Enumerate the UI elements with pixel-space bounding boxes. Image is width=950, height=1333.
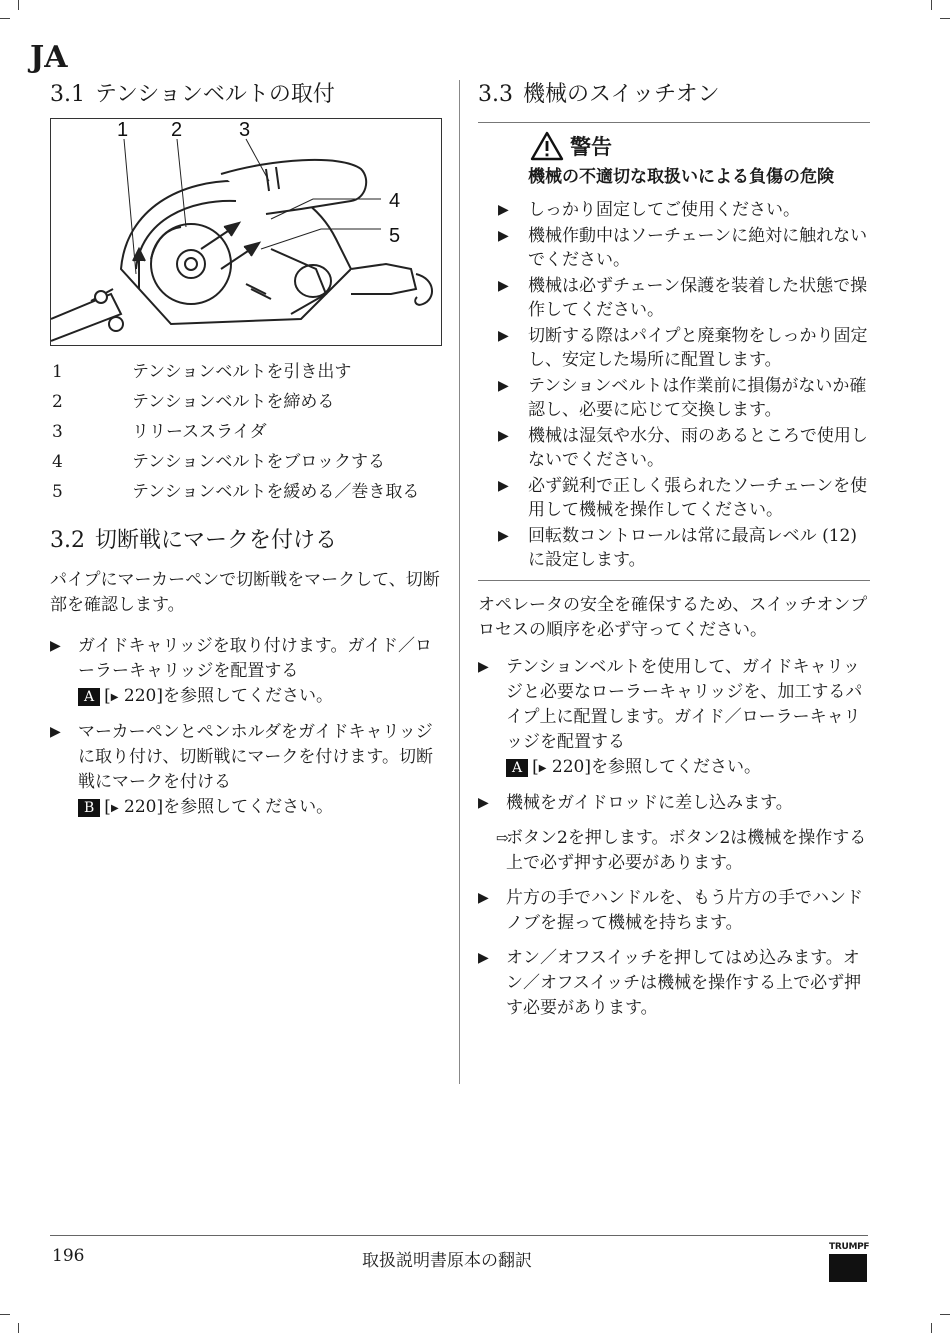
page-ref-arrow-icon: ▶ <box>110 692 119 703</box>
column-divider <box>459 80 460 1084</box>
language-code: JA <box>30 40 68 75</box>
bullet-arrow-icon: ▶ <box>478 950 489 966</box>
instruction-text: ガイドキャリッジを取り付けます。ガイド／ローラーキャリッジを配置する <box>78 636 432 681</box>
bullet-arrow-icon: ▶ <box>478 795 489 811</box>
legend-row <box>50 450 442 474</box>
figure-label-5: 5 <box>389 225 401 247</box>
warning-text: 必ず鋭利で正しく張られたソーチェーンを使用して機械を操作してください。 <box>528 476 868 520</box>
section-heading-3-2 <box>50 526 442 556</box>
footer-divider <box>50 1235 868 1236</box>
bullet-arrow-icon: ▶ <box>478 890 489 906</box>
legend-number: 3 <box>52 422 63 442</box>
legend-text: テンションベルトをブロックする <box>132 452 386 472</box>
warning-subtitle: 機械の不適切な取扱いによる負傷の危険 <box>528 167 834 187</box>
legend-row <box>50 420 442 444</box>
list-item <box>478 791 870 816</box>
crop-mark <box>0 1314 10 1315</box>
list-item <box>478 655 870 781</box>
list-item <box>478 886 870 936</box>
warning-block <box>478 122 870 581</box>
switch-on-steps <box>478 655 870 1021</box>
section-number: 3.1 <box>50 82 85 107</box>
step-text: 片方の手でハンドルを、もう片方の手でハンドノブを握って機械を持ちます。 <box>506 888 863 933</box>
ref-bracket: [ <box>532 757 539 777</box>
section-number: 3.2 <box>50 528 85 553</box>
legend-row <box>50 390 442 414</box>
logo-block <box>829 1254 867 1282</box>
crop-mark <box>0 18 10 19</box>
warning-text: 機械は湿気や水分、雨のあるところで使用しないでください。 <box>528 426 868 470</box>
section-title: テンションベルトの取付 <box>95 82 335 107</box>
crop-mark <box>931 1323 932 1333</box>
bullet-arrow-icon: ▶ <box>498 278 509 294</box>
instruction-list <box>50 634 442 821</box>
right-column <box>478 80 870 1031</box>
list-item <box>498 274 870 322</box>
legend-text: リリーススライダ <box>132 422 267 442</box>
legend-text: テンションベルトを締める <box>132 392 335 412</box>
warning-triangle-icon <box>530 131 564 161</box>
crop-mark <box>940 1314 950 1315</box>
legend-number: 2 <box>52 392 63 412</box>
warning-header <box>478 131 870 161</box>
bullet-arrow-icon: ▶ <box>498 378 509 394</box>
left-column <box>50 80 442 831</box>
legend-number: 5 <box>52 482 63 502</box>
legend-number: 4 <box>52 452 63 472</box>
warning-text: 切断する際はパイプと廃棄物をしっかり固定し、安定した場所に配置します。 <box>528 326 868 370</box>
warning-text: 機械は必ずチェーン保護を装着した状態で操作してください。 <box>528 276 868 320</box>
bullet-arrow-icon: ▶ <box>498 528 509 544</box>
page-reference[interactable]: 220]を参照してください。 <box>118 797 334 817</box>
page-reference[interactable]: 220]を参照してください。 <box>118 686 333 706</box>
section-number: 3.3 <box>478 82 513 107</box>
list-item <box>498 524 870 572</box>
section-intro: パイプにマーカーペンで切断戦をマークして、切断部を確認します。 <box>50 570 440 615</box>
bullet-arrow-icon: ▶ <box>50 638 61 654</box>
tension-belt-illustration <box>51 119 441 345</box>
legend-text: テンションベルトを緩める／巻き取る <box>132 482 420 502</box>
legend-row <box>50 480 442 504</box>
result-item <box>478 826 870 876</box>
warning-list <box>478 198 870 572</box>
tension-belt-figure <box>50 118 442 346</box>
brand-logo <box>829 1242 870 1282</box>
list-item <box>478 946 870 1021</box>
footer-title: 取扱説明書原本の翻訳 <box>362 1251 532 1271</box>
section-title: 切断戦にマークを付ける <box>95 528 338 553</box>
switch-on-intro: オペレータの安全を確保するため、スイッチオンプロセスの順序を必ず守ってください。 <box>478 595 868 640</box>
bullet-arrow-icon: ▶ <box>498 328 509 344</box>
instruction-text: マーカーペンとペンホルダをガイドキャリッジに取り付け、切断戦にマークを付けます。切断戦にマークを付ける <box>78 722 433 792</box>
figure-ref-badge[interactable]: A <box>506 759 528 777</box>
bullet-arrow-icon: ▶ <box>478 659 489 675</box>
list-item <box>498 324 870 372</box>
page-number: 196 <box>52 1246 85 1266</box>
bullet-arrow-icon: ▶ <box>50 724 61 740</box>
ref-bracket: [ <box>104 686 111 706</box>
warning-title: 警告 <box>570 135 612 159</box>
result-text: ボタン2を押します。ボタン2は機械を操作する上で必ず押す必要があります。 <box>506 828 867 873</box>
warning-text: 機械作動中はソーチェーンに絶対に触れないでください。 <box>528 226 868 270</box>
crop-mark <box>931 0 932 10</box>
figure-label-3: 3 <box>239 119 251 141</box>
legend-text: テンションベルトを引き出す <box>132 362 352 382</box>
warning-text: テンションベルトは作業前に損傷がないか確認し、必要に応じて交換します。 <box>528 376 867 420</box>
bullet-arrow-icon: ▶ <box>498 428 509 444</box>
page-reference[interactable]: 220]を参照してください。 <box>546 757 761 777</box>
figure-label-1: 1 <box>117 119 129 141</box>
page-ref-arrow-icon: ▶ <box>538 763 547 774</box>
figure-label-4: 4 <box>389 190 401 212</box>
bullet-arrow-icon: ▶ <box>498 478 509 494</box>
list-item <box>498 198 870 222</box>
bullet-arrow-icon: ▶ <box>498 228 509 244</box>
crop-mark <box>18 0 19 10</box>
result-arrow-icon: ⇨ <box>496 829 509 847</box>
figure-legend <box>50 360 442 504</box>
logo-text: TRUMPF <box>829 1242 870 1252</box>
figure-label-2: 2 <box>171 119 183 141</box>
legend-number: 1 <box>52 362 63 382</box>
crop-mark <box>18 1323 19 1333</box>
list-item <box>498 424 870 472</box>
crop-mark <box>940 18 950 19</box>
list-item <box>50 720 442 821</box>
step-text: テンションベルトを使用して、ガイドキャリッジと必要なローラーキャリッジを、加工するパイプ上に配置します。ガイド／ローラーキャリッジを配置する <box>506 657 863 752</box>
step-text: オン／オフスイッチを押してはめ込みます。オン／オフスイッチは機械を操作する上で必ず押す必要があります。 <box>506 948 862 1018</box>
figure-ref-badge[interactable]: A <box>78 688 100 706</box>
list-item <box>498 374 870 422</box>
page-ref-arrow-icon: ▶ <box>110 803 119 814</box>
step-text: 機械をガイドロッドに差し込みます。 <box>506 793 793 813</box>
list-item <box>498 474 870 522</box>
bullet-arrow-icon: ▶ <box>498 202 509 218</box>
legend-row <box>50 360 442 384</box>
section-heading-3-1 <box>50 80 442 110</box>
list-item <box>498 224 870 272</box>
section-heading-3-3 <box>478 80 870 110</box>
warning-text: しっかり固定してご使用ください。 <box>528 200 800 220</box>
list-item <box>50 634 442 710</box>
figure-ref-badge[interactable]: B <box>78 799 100 817</box>
warning-text: 回転数コントロールは常に最高レベル (12) に設定します。 <box>528 526 857 570</box>
section-title: 機械のスイッチオン <box>523 82 720 107</box>
ref-bracket: [ <box>104 797 111 817</box>
